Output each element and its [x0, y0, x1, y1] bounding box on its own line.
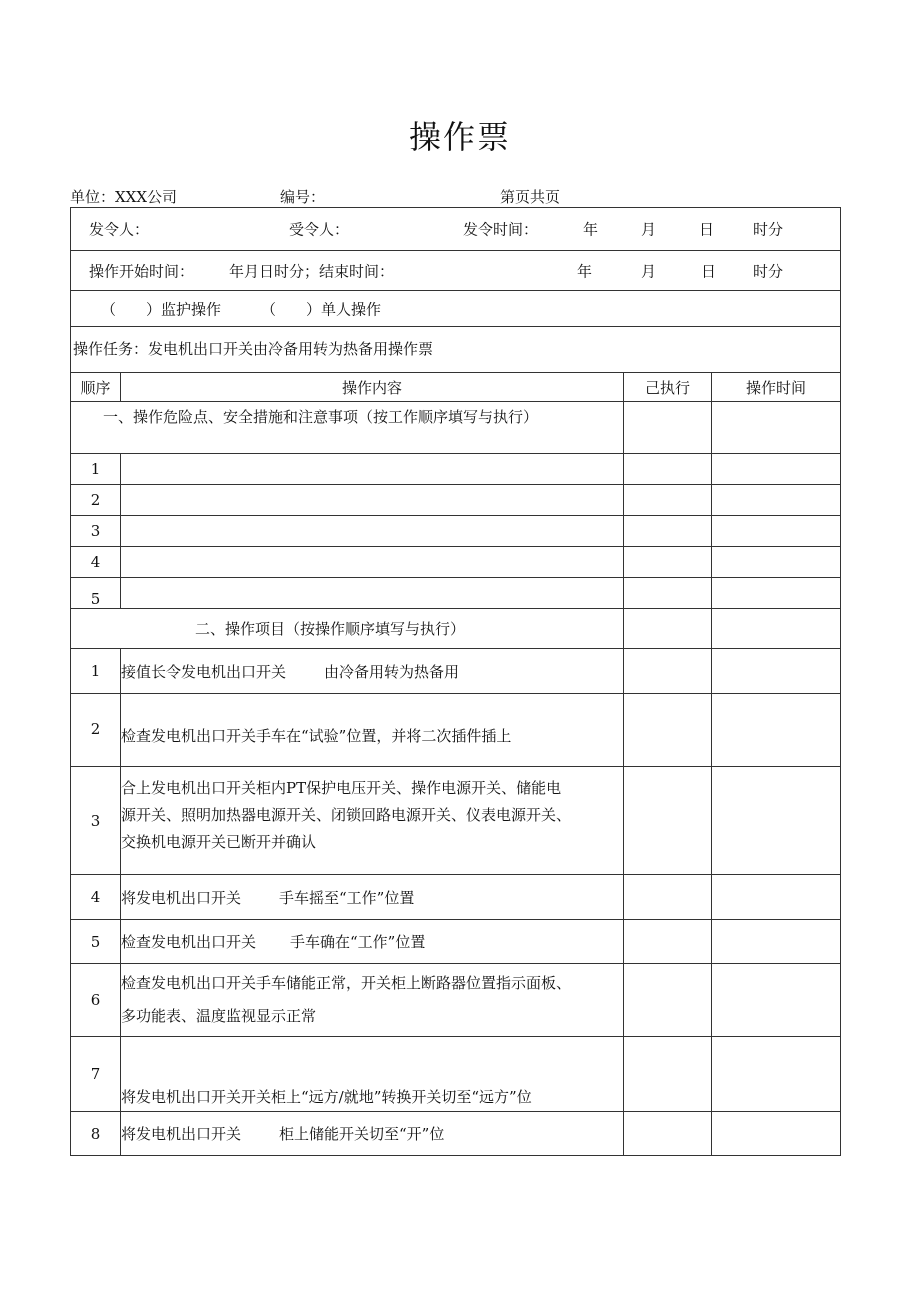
step-content: 检查发电机出口开关手车在“试验”位置，并将二次插件插上 — [121, 694, 624, 767]
hour-minute-label: 时分 — [753, 220, 784, 239]
supervised-op-option: （ ）监护操作 — [101, 300, 222, 318]
step-no: 2 — [71, 694, 121, 767]
day-label: 日 — [699, 220, 715, 239]
page-label: 第页共页 — [500, 188, 561, 206]
mode-row — [71, 291, 841, 327]
step-content: 检查发电机出口开关 手车确在“工作”位置 — [121, 920, 624, 964]
step-no: 7 — [71, 1037, 121, 1112]
col-content-header: 操作内容 — [121, 373, 624, 402]
page-title: 操作票 — [408, 118, 511, 156]
single-op-option: （ ）单人操作 — [261, 300, 382, 318]
month-label: 月 — [641, 220, 657, 239]
receiver-label: 受令人： — [289, 220, 350, 239]
hazard-no: 1 — [71, 454, 121, 485]
start-time-label: 操作开始时间： — [89, 262, 195, 280]
issue-time-label: 发令时间： — [463, 220, 539, 239]
task-row: 操作任务：发电机出口开关由冷备用转为热备用操作票 — [71, 327, 841, 373]
hazard-no: 5 — [71, 578, 121, 609]
hazard-no: 2 — [71, 485, 121, 516]
section1-heading: 一、操作危险点、安全措施和注意事项（按工作顺序填写与执行） — [71, 402, 624, 454]
col-seq-header: 顺序 — [71, 373, 121, 402]
step-no: 4 — [71, 875, 121, 920]
unit-label: 单位：XXX公司 — [70, 188, 178, 206]
issuer-label: 发令人： — [89, 220, 150, 239]
start-end-label: 年月日时分；结束时间： — [229, 262, 395, 280]
number-label: 编号： — [280, 188, 326, 206]
month-label: 月 — [641, 262, 657, 280]
col-executed-header: 己执行 — [624, 373, 712, 402]
step-no: 8 — [71, 1112, 121, 1156]
order-row — [71, 208, 841, 251]
step-no: 1 — [71, 649, 121, 694]
step-content: 将发电机出口开关开关柜上“远方/就地”转换开关切至“远方”位 — [121, 1037, 624, 1112]
hazard-no: 4 — [71, 547, 121, 578]
year-label: 年 — [583, 220, 599, 239]
time-row — [71, 251, 841, 291]
hour-minute-label: 时分 — [753, 262, 784, 280]
step-content: 检查发电机出口开关手车储能正常，开关柜上断路器位置指示面板、 多功能表、温度监视显示正常 — [121, 964, 624, 1037]
day-label: 日 — [701, 262, 717, 280]
section2-heading: 二、操作项目（按操作顺序填写与执行） — [71, 609, 624, 649]
step-content: 合上发电机出口开关柜内PT保护电压开关、操作电源开关、储能电 源开关、照明加热器电源开关、闭锁回路电源开关、仪表电源开关、 交换机电源开关已断开并确认 — [121, 767, 624, 875]
hazard-no: 3 — [71, 516, 121, 547]
step-content: 将发电机出口开关 柜上储能开关切至“开”位 — [121, 1112, 624, 1156]
step-no: 5 — [71, 920, 121, 964]
step-no: 6 — [71, 964, 121, 1037]
step-content: 接值长令发电机出口开关 由冷备用转为热备用 — [121, 649, 624, 694]
step-content: 将发电机出口开关 手车摇至“工作”位置 — [121, 875, 624, 920]
operation-ticket-table — [70, 207, 841, 1156]
step-no: 3 — [71, 767, 121, 875]
col-op-time-header: 操作时间 — [712, 373, 841, 402]
year-label: 年 — [577, 262, 593, 280]
